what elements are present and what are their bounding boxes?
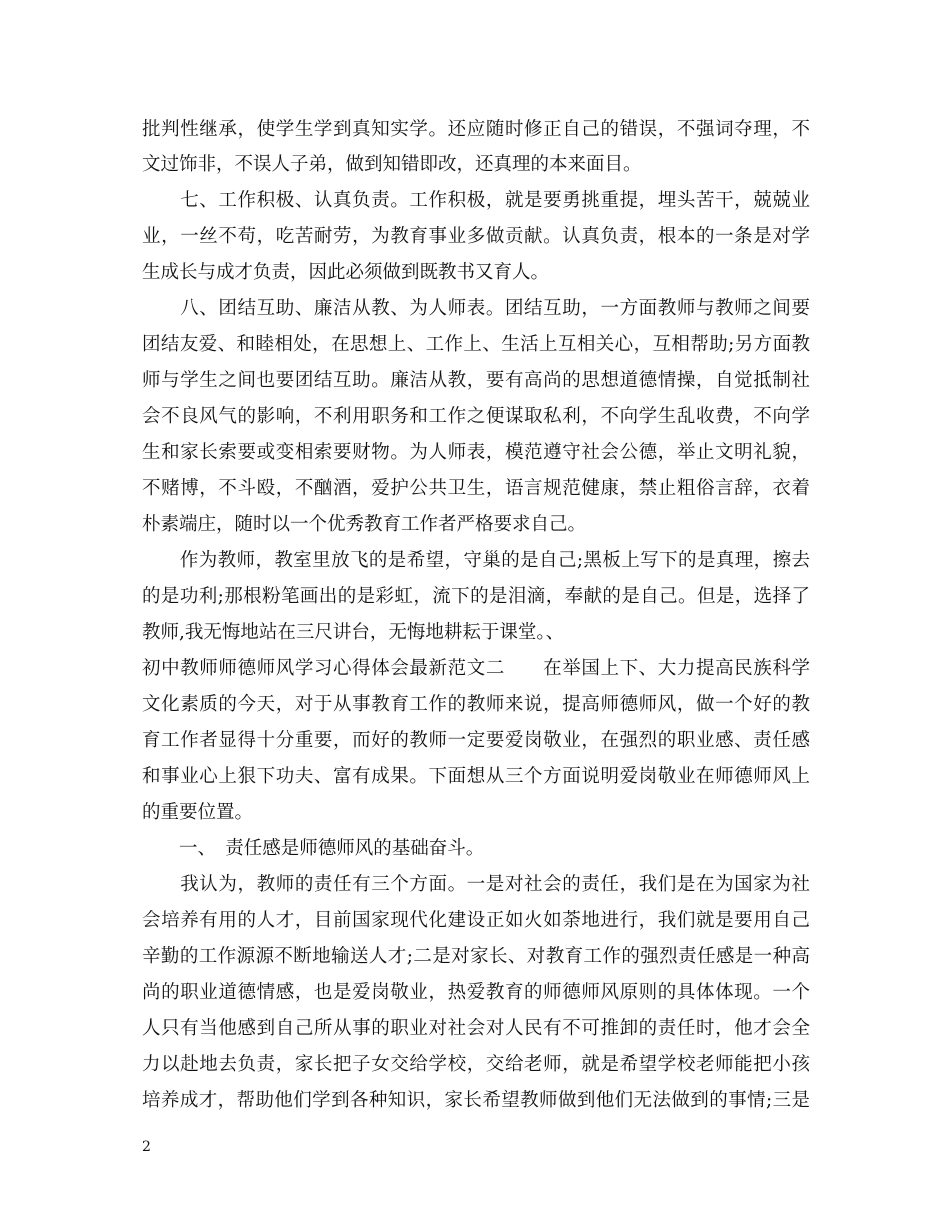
- page-number: 2: [142, 1139, 151, 1155]
- text-line: 会不良风气的影响，不利用职务和工作之便谋取私利，不向学生乱收费，不向学: [142, 406, 810, 427]
- text-line: 生和家长索要或变相索要财物。为人师表，模范遵守社会公德，举止文明礼貌，: [142, 442, 810, 463]
- text-line: 教师,我无悔地站在三尺讲台，无悔地耕耘于课堂。、: [142, 622, 565, 643]
- text-line: 作为教师，教室里放飞的是希望，守巢的是自己;黑板上写下的是真理，擦去: [142, 550, 810, 571]
- section-heading-line: 初中教师师德师风学习心得体会最新范文二 在举国上下、大力提高民族科学: [142, 658, 810, 679]
- text-line: 的是功利;那根粉笔画出的是彩虹，流下的是泪滴，奉献的是自己。但是，选择了: [142, 586, 810, 607]
- text-line: 业，一丝不苟，吃苦耐劳，为教育事业多做贡献。认真负责，根本的一条是对学: [142, 226, 810, 247]
- text-line: 朴素端庄，随时以一个优秀教育工作者严格要求自己。: [142, 514, 587, 535]
- text-line: 培养成才，帮助他们学到各种知识，家长希望教师做到他们无法做到的事情;三是: [142, 1090, 810, 1111]
- text-line: 我认为，教师的责任有三个方面。一是对社会的责任，我们是在为国家为社: [142, 874, 810, 895]
- text-line: 七、工作积极、认真负责。工作积极，就是要勇挑重提，埋头苦干，兢兢业: [142, 190, 810, 211]
- text-line: 师与学生之间也要团结互助。廉洁从教，要有高尚的思想道德情操，自觉抵制社: [142, 370, 810, 391]
- text-line: 生成长与成才负责，因此必须做到既教书又育人。: [142, 262, 550, 283]
- text-line: 八、团结互助、廉洁从教、为人师表。团结互助，一方面教师与教师之间要: [142, 298, 810, 319]
- text-line: 批判性继承，使学生学到真知实学。还应随时修正自己的错误，不强词夺理，不: [142, 119, 810, 140]
- text-line: 人只有当他感到自己所从事的职业对社会对人民有不可推卸的责任时，他才会全: [142, 1018, 810, 1039]
- text-line: 尚的职业道德情感，也是爱岗敬业，热爱教育的师德师风原则的具体体现。一个: [142, 982, 810, 1003]
- text-line: 力以赴地去负责，家长把子女交给学校，交给老师，就是希望学校老师能把小孩: [142, 1054, 810, 1075]
- text-line: 会培养有用的人才，目前国家现代化建设正如火如荼地进行，我们就是要用自己: [142, 910, 810, 931]
- text-line: 一、 责任感是师德师风的基础奋斗。: [142, 838, 485, 859]
- text-line: 育工作者显得十分重要，而好的教师一定要爱岗敬业，在强烈的职业感、责任感: [142, 730, 810, 751]
- text-line: 辛勤的工作源源不断地输送人才;二是对家长、对教育工作的强烈责任感是一种高: [142, 946, 810, 967]
- text-line: 的重要位置。: [142, 802, 254, 823]
- text-line: 团结友爱、和睦相处，在思想上、工作上、生活上互相关心，互相帮助;另方面教: [142, 334, 810, 355]
- text-line: 和事业心上狠下功夫、富有成果。下面想从三个方面说明爱岗敬业在师德师风上: [142, 766, 810, 787]
- text-line: 文化素质的今天，对于从事教育工作的教师来说，提高师德师风，做一个好的教: [142, 694, 810, 715]
- text-line: 文过饰非，不误人子弟，做到知错即改，还真理的本来面目。: [142, 154, 642, 175]
- text-line: 不赌博，不斗殴，不酗酒，爱护公共卫生，语言规范健康，禁止粗俗言辞，衣着: [142, 478, 810, 499]
